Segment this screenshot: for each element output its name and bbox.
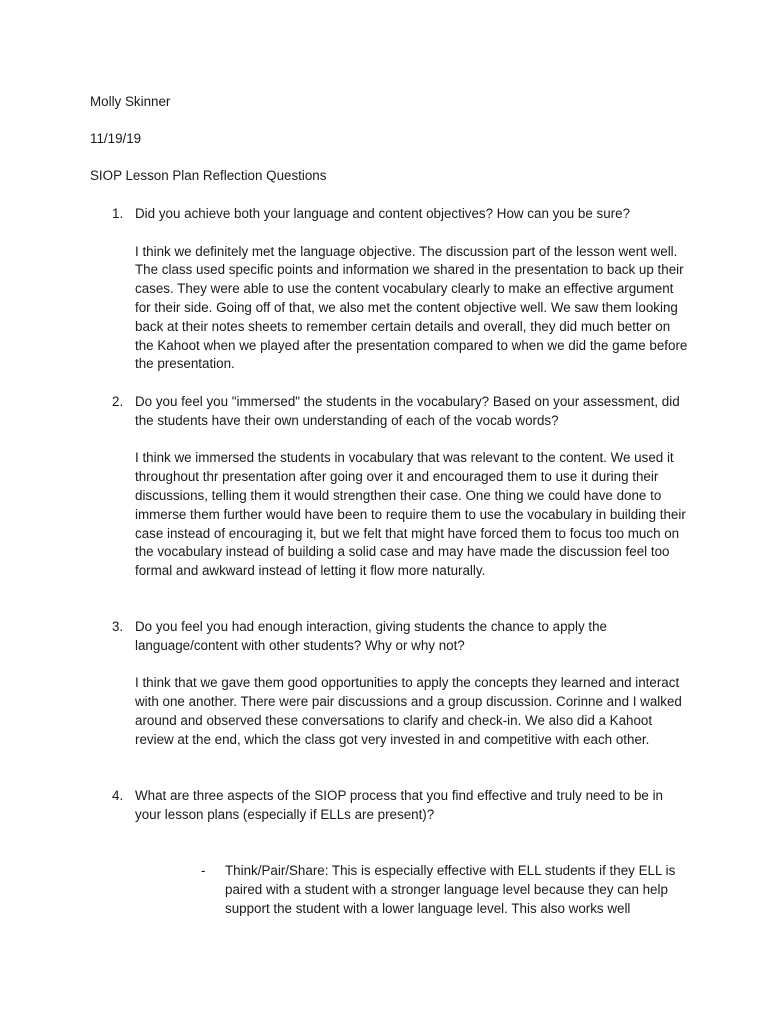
document-title: SIOP Lesson Plan Reflection Questions xyxy=(90,168,327,183)
question-item-1 xyxy=(90,205,690,374)
document-date: 11/19/19 xyxy=(90,131,142,146)
answer-text: I think we definitely met the language objective. The discussion part of the lesson went well. The class used specific points and information we shared in the presentation to back up their cases. They were able to use the content vocabulary clearly to make an effective argument for their side. Going off of that, we also met the content objective well. We saw them looking back at their notes sheets to remember certain details and overall, they did much better on the Kahoot when we played after the presentation compared to when we did the game before the presentation. xyxy=(135,243,688,372)
question-item-4 xyxy=(90,787,690,825)
question-number: 4. xyxy=(112,788,124,803)
question-number: 2. xyxy=(112,394,124,409)
question-number: 3. xyxy=(112,619,124,634)
question-item-2 xyxy=(90,393,690,581)
answer-text: I think we immersed the students in vocabulary that was relevant to the content. We used it throughout thr presentation after going over it and encouraged them to use it during their discussions, telling them it would strengthen their case. One thing we could have done to immerse them further would have been to require them to use the vocabulary in building their case instead of encouraging it, but we felt that might have forced them to focus too much on the vocabulary instead of building a solid case and may have made the discussion feel too formal and awkward instead of letting it flow more naturally. xyxy=(135,450,686,579)
bullet-text: Think/Pair/Share: This is especially effective with ELL students if they ELL is paired with a student with a stronger language level because they can help support the student with a lower language level. This also works well xyxy=(225,863,676,916)
answer-text: I think that we gave them good opportunities to apply the concepts they learned and interact with one another. There were pair discussions and a group discussion. Corinne and I walked around and observed these conversations to clarify and check-in. We also did a Kahoot review at the end, which the class got very invested in and competitive with each other. xyxy=(135,675,682,747)
question-text: Did you achieve both your language and content objectives? How can you be sure? xyxy=(135,206,631,221)
bullet-item xyxy=(201,862,681,918)
question-text: What are three aspects of the SIOP process that you find effective and truly need to be in your lesson plans (especially if ELLs are present)? xyxy=(135,788,664,822)
question-item-3 xyxy=(90,618,690,750)
bullet-marker: - xyxy=(201,863,206,878)
question-number: 1. xyxy=(112,206,124,221)
question-text: Do you feel you had enough interaction, giving students the chance to apply the language/content with other students? Why or why not? xyxy=(135,619,607,653)
author-name: Molly Skinner xyxy=(90,94,171,109)
question-text: Do you feel you "immersed" the students in the vocabulary? Based on your assessment, did the students have their own understanding of each of the vocab words? xyxy=(135,394,680,428)
